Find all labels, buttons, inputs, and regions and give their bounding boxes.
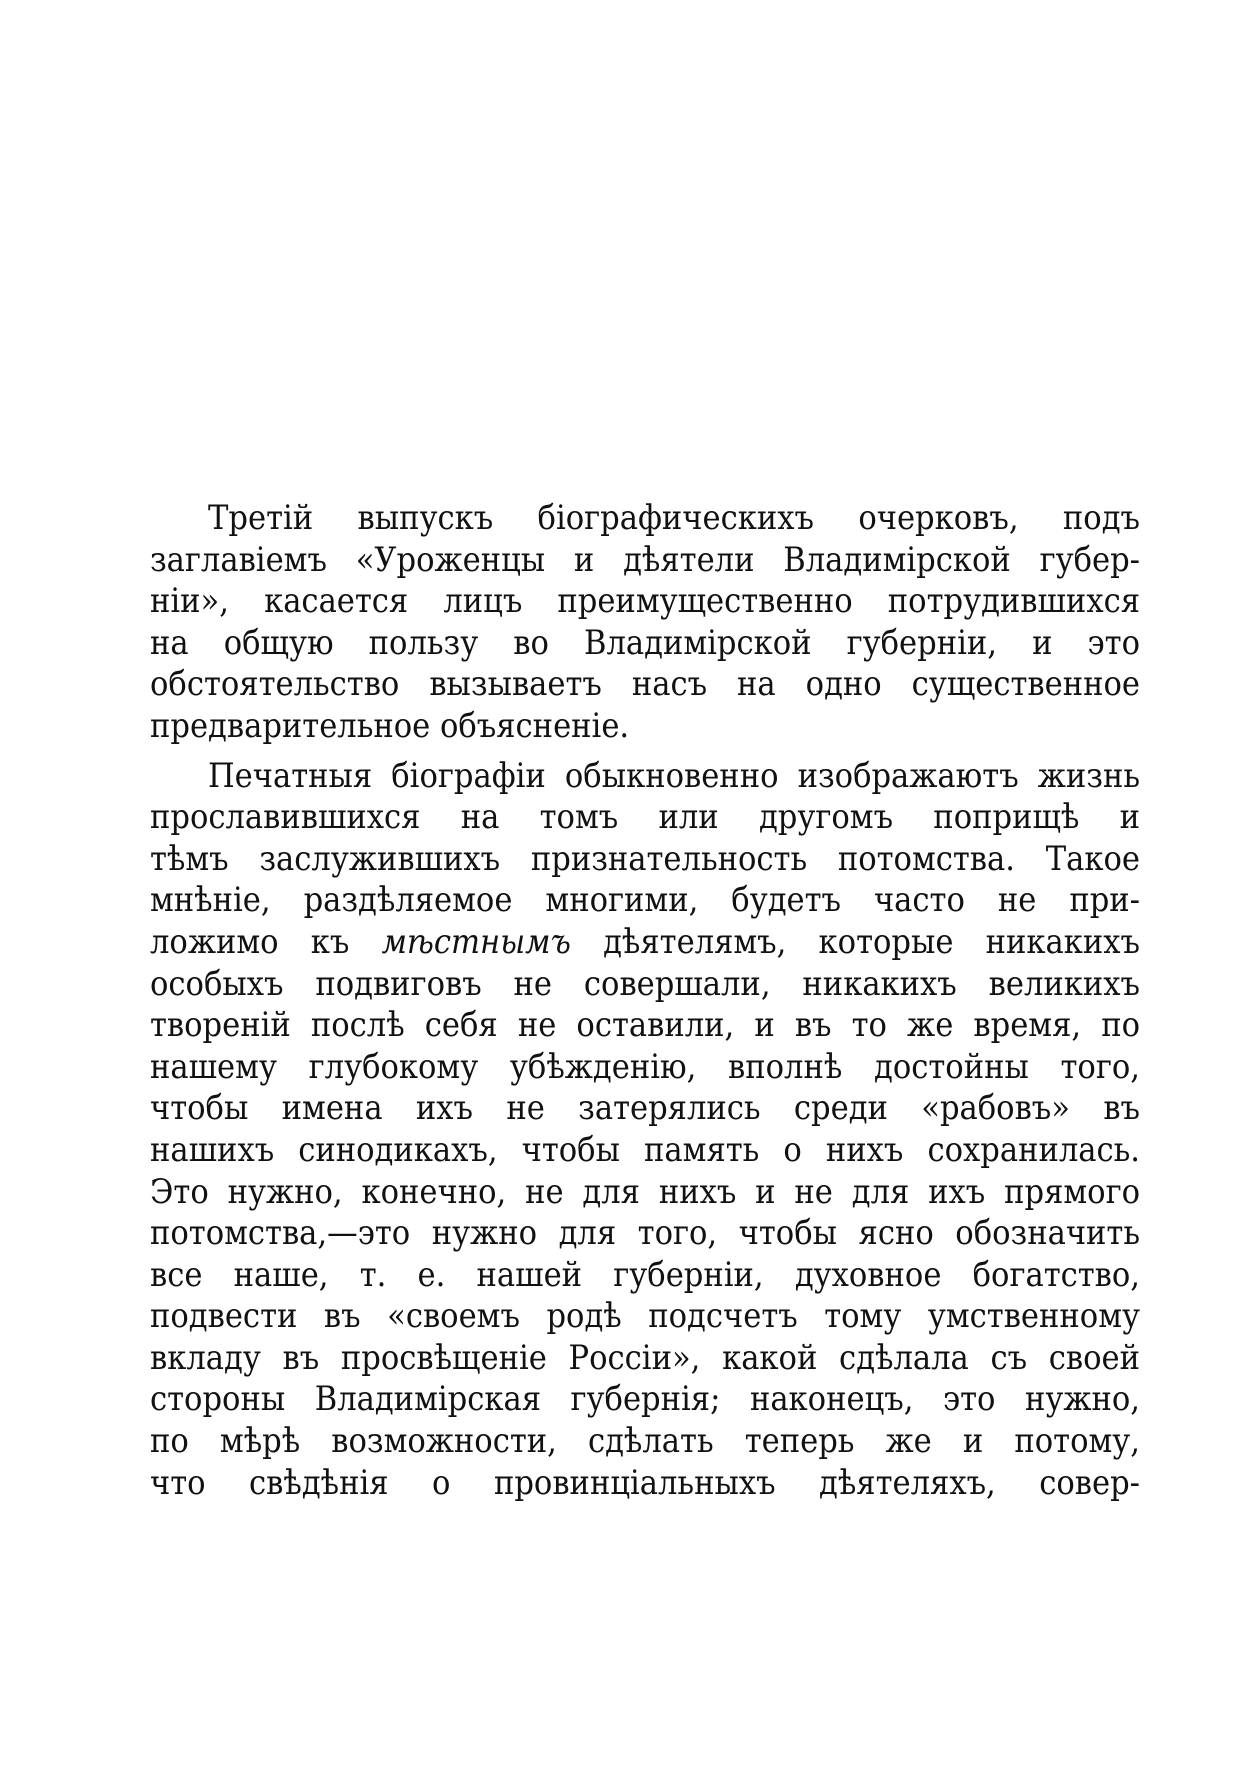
paragraph-2-line-5 <box>150 922 1140 964</box>
paragraph-2-line-17: по мѣрѣ возможности, сдѣлать теперь же и потому, <box>150 1421 1140 1462</box>
paragraph-1-line-1: Третій выпускъ біографическихъ очерковъ, подъ <box>208 498 1140 538</box>
paragraph-2-line-15: вкладу въ просвѣщеніе Россіи», какой сдѣлала съ своей <box>150 1337 1140 1378</box>
paragraph-2-line-4: мнѣніе, раздѣляемое многими, будетъ часто не при- <box>150 880 1140 921</box>
paragraph-1-line-3: ніи», касается лицъ преимущественно потрудившихся <box>150 581 1140 622</box>
paragraph-2-line-1: Печатныя біографіи обыкновенно изображаютъ жизнь <box>208 755 1140 796</box>
paragraph-2-line-7: твореній послѣ себя не оставили, и въ то же время, по <box>150 1005 1140 1046</box>
paragraph-2-line-11: Это нужно, конечно, не для нихъ и не для ихъ прямого <box>150 1171 1140 1212</box>
paragraph-1-line-2: заглавіемъ «Уроженцы и дѣятели Владимірской губер- <box>150 539 1140 580</box>
paragraph-2-line-13: все наше, т. е. нашей губерніи, духовное богатство, <box>150 1254 1140 1295</box>
paragraph-1-line-4: на общую пользу во Владимірской губерніи, и это <box>150 622 1140 663</box>
paragraph-2-line-2: прославившихся на томъ или другомъ поприщѣ и <box>150 797 1140 838</box>
paragraph-2-line-9: чтобы имена ихъ не затерялись среди «рабовъ» въ <box>150 1088 1140 1129</box>
paragraph-2-line-8: нашему глубокому убѣжденію, вполнѣ достойны того, <box>150 1046 1140 1087</box>
paragraph-1-line-5: обстоятельство вызываетъ насъ на одно существенное <box>150 664 1140 705</box>
italic-word: мѣстнымъ <box>381 921 571 962</box>
paragraph-2-line-6: особыхъ подвиговъ не совершали, никакихъ великихъ <box>150 963 1140 1004</box>
paragraph-2-line-10: нашихъ синодикахъ, чтобы память о нихъ сохранилась. <box>150 1129 1140 1170</box>
paragraph-2-line-12: потомства,—это нужно для того, чтобы ясно обозначить <box>150 1213 1140 1254</box>
paragraph-2-line-16: стороны Владимірская губернія; наконецъ, это нужно, <box>150 1379 1140 1420</box>
body-text <box>150 498 1140 1504</box>
paragraph-1-line-6: предварительное объясненіе. <box>150 705 630 746</box>
line-5-before: ложимо къ <box>150 921 382 962</box>
paragraph-2-line-18: что свѣдѣнія о провинціальныхъ дѣятеляхъ, совер- <box>150 1462 1140 1503</box>
line-5-after: дѣятелямъ, которые никакихъ <box>570 921 1140 962</box>
paragraph-2-line-3: тѣмъ заслужившихъ признательность потомства. Такое <box>150 838 1140 879</box>
paragraph-2-line-14: подвести въ «своемъ родѣ подсчетъ тому умственному <box>150 1296 1140 1337</box>
paragraph-gap <box>150 748 1140 756</box>
